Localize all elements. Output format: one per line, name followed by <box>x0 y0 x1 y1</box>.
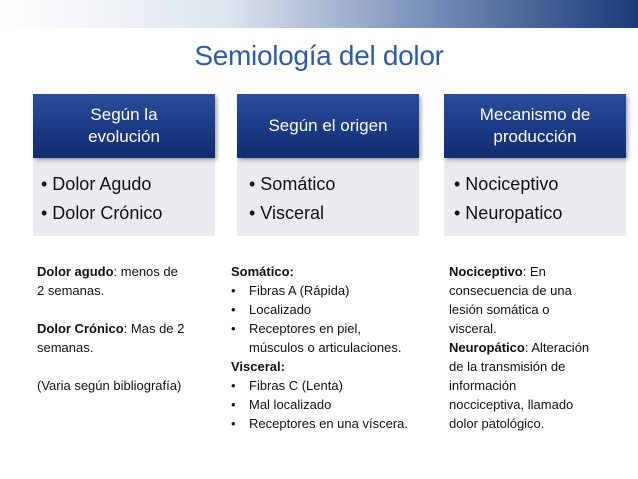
note-line: de la transmisión de <box>449 359 566 374</box>
column-header <box>237 94 419 158</box>
note-heading <box>231 357 431 376</box>
list-item: • Visceral <box>249 203 324 223</box>
note-line: dolor patológico. <box>449 416 545 431</box>
column-origen <box>237 94 419 236</box>
column-header-label: Mecanismo de producción <box>479 105 591 146</box>
term-nociceptivo: Nociceptivo <box>449 264 523 279</box>
note-line: 2 semanas. <box>37 283 105 298</box>
list-item: • Somático <box>249 174 336 194</box>
bullet-item <box>231 300 431 319</box>
bullet-glyph: • <box>231 321 236 336</box>
note-mecanismo <box>449 262 619 433</box>
bullet-glyph: • <box>231 302 236 317</box>
note-line: consecuencia de una <box>449 283 572 298</box>
column-list <box>33 158 215 236</box>
list-item: • Neuropatico <box>454 203 563 223</box>
bullet-glyph: • <box>231 397 236 412</box>
bullet-continuation: músculos o articulaciones. <box>249 340 402 355</box>
column-header-label: Según la evolución <box>88 105 160 146</box>
term-somatico: Somático: <box>231 264 294 279</box>
note-origen <box>231 262 431 433</box>
term-visceral: Visceral: <box>231 359 285 374</box>
column-header <box>444 94 626 158</box>
list-item: • Dolor Agudo <box>41 174 152 194</box>
bullet-text: Mal localizado <box>249 397 332 412</box>
bullet-item <box>231 395 431 414</box>
note-line: información <box>449 378 517 393</box>
bullet-text: Receptores en una víscera. <box>249 416 408 431</box>
note-heading <box>231 262 431 281</box>
top-decorative-band <box>0 0 638 28</box>
bullet-glyph: • <box>231 283 236 298</box>
note-line <box>449 338 619 357</box>
column-list <box>237 158 419 236</box>
note-text: : En <box>522 264 546 279</box>
note-line <box>449 262 619 281</box>
bullet-item <box>231 281 431 300</box>
note-line: lesión somática o <box>449 302 550 317</box>
bullet-text: Fibras A (Rápida) <box>249 283 350 298</box>
column-list <box>444 158 626 236</box>
note-evolucion <box>37 262 217 395</box>
note-reference: (Varia según bibliografía) <box>37 378 182 393</box>
column-header <box>33 94 215 158</box>
column-header-label: Según el origen <box>268 116 388 135</box>
note-text: : Alteración <box>524 340 590 355</box>
list-item: • Nociceptivo <box>454 174 559 194</box>
note-spacer <box>37 357 217 376</box>
bullet-glyph: • <box>231 416 236 431</box>
note-line: visceral. <box>449 321 497 336</box>
slide-title: Semiología del dolor <box>194 40 444 71</box>
term-neuropatico: Neuropático <box>449 340 525 355</box>
note-line: nocciceptiva, llamado <box>449 397 574 412</box>
note-line <box>37 319 217 338</box>
note-text: : menos de <box>113 264 178 279</box>
column-mecanismo <box>444 94 626 236</box>
list-item: • Dolor Crónico <box>41 203 163 223</box>
term-dolor-agudo: Dolor agudo <box>37 264 114 279</box>
bullet-glyph: • <box>231 378 236 393</box>
note-line: semanas. <box>37 340 94 355</box>
term-dolor-cronico: Dolor Crónico <box>37 321 124 336</box>
bullet-item <box>231 319 431 338</box>
bullet-item <box>231 376 431 395</box>
bullet-item <box>231 414 431 433</box>
note-line <box>37 262 217 281</box>
note-spacer <box>37 300 217 319</box>
note-text: : Mas de 2 <box>123 321 185 336</box>
bullet-text: Receptores en piel, <box>249 321 362 336</box>
bullet-text: Localizado <box>249 302 312 317</box>
bullet-text: Fibras C (Lenta) <box>249 378 343 393</box>
column-evolucion <box>33 94 215 236</box>
